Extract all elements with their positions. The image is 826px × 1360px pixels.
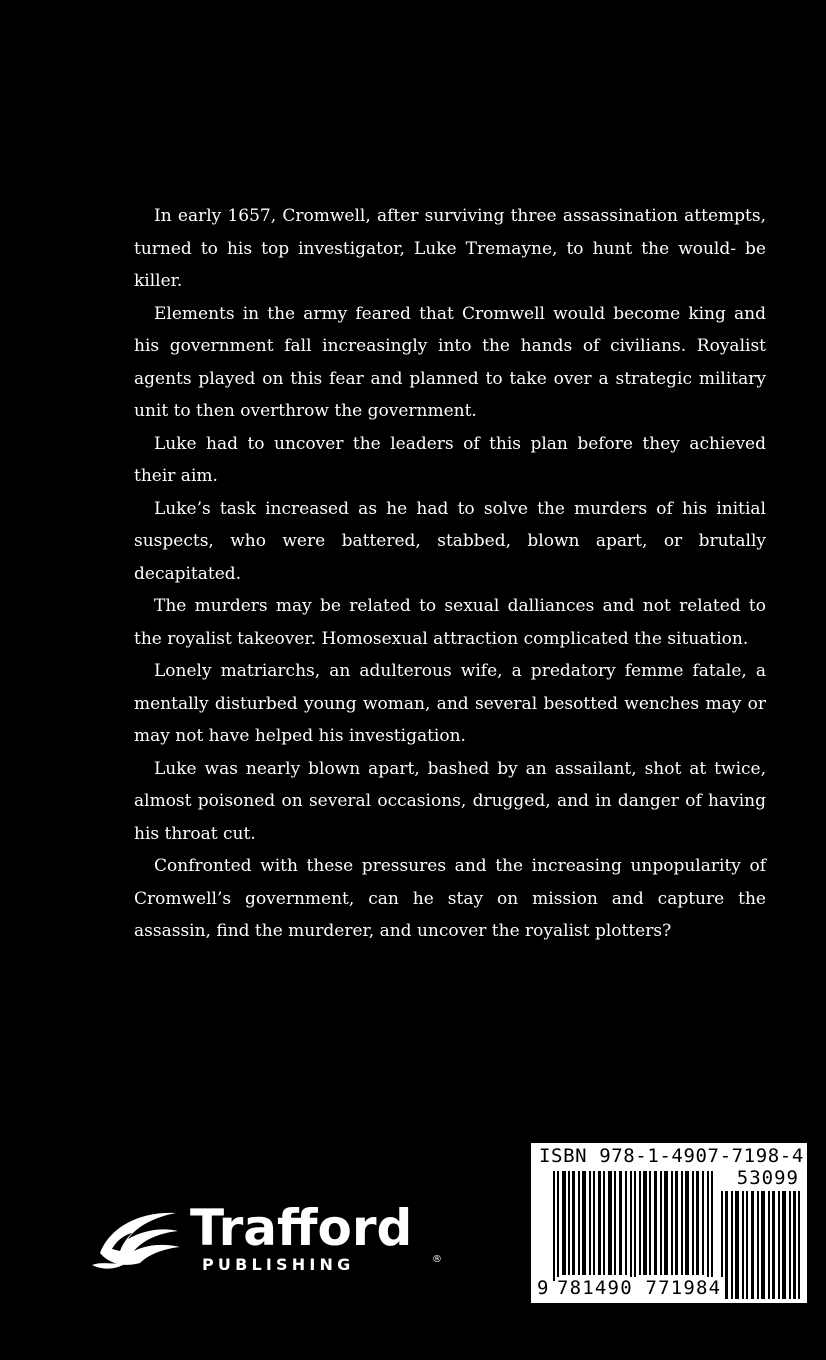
publisher-subtitle: PUBLISHING xyxy=(202,1255,355,1274)
ean-digits: 781490 771984 xyxy=(557,1277,722,1299)
addon-bars xyxy=(721,1191,801,1299)
wave-swirl-icon xyxy=(92,1205,192,1277)
publisher-logo xyxy=(92,1199,452,1285)
blurb-paragraph-8: Confronted with these pressures and the increasing unpopularity of Cromwell’s government, can he stay on mission and capture the assassin, find the murderer, and uncover the royalist plotters? xyxy=(134,856,766,941)
blurb-paragraph-5: The murders may be related to sexual dalliances and not related to the royalist takeover. Homosexual attraction complicated the situation. xyxy=(134,596,766,649)
blurb-paragraph-3: Luke had to uncover the leaders of this plan before they achieved their aim. xyxy=(134,433,766,486)
ean-lead-digit: 9 xyxy=(537,1277,549,1299)
ean-bars xyxy=(553,1171,715,1281)
isbn-label: ISBN 978-1-4907-7198-4 xyxy=(539,1145,804,1167)
publisher-name: Trafford xyxy=(190,1199,413,1257)
blurb-text xyxy=(134,200,766,948)
registered-mark: ® xyxy=(432,1254,442,1265)
blurb-paragraph-4: Luke’s task increased as he had to solve the murders of his initial suspects, who were battered, stabbed, blown apart, or brutally decapitated. xyxy=(134,498,766,584)
blurb-paragraph-1: In early 1657, Cromwell, after surviving three assassination attempts, turned to his top investigator, Luke Tremayne, to hunt the would- be killer. xyxy=(134,206,766,291)
blurb-paragraph-7: Luke was nearly blown apart, bashed by an assailant, shot at twice, almost poisoned on several occasions, drugged, and in danger of having his throat cut. xyxy=(134,758,766,844)
isbn-barcode xyxy=(531,1143,807,1303)
price-code: 53099 xyxy=(736,1167,799,1189)
blurb-paragraph-2: Elements in the army feared that Cromwell would become king and his government fall increasingly into the hands of civilians. Royalist agents played on this fear and planned to take over a strategic military unit to then overthrow the government. xyxy=(134,303,766,421)
blurb-paragraph-6: Lonely matriarchs, an adulterous wife, a predatory femme fatale, a mentally disturbed young woman, and several besotted wenches may or may not have helped his investigation. xyxy=(134,661,766,746)
